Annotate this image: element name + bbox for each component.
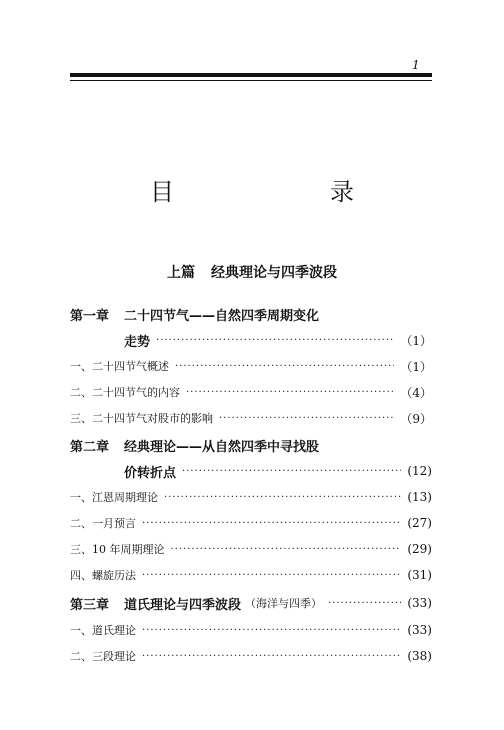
toc-chapter-1-cont[interactable] [70, 331, 432, 349]
page-number: 1 [412, 58, 420, 72]
header-rule-thin [70, 80, 432, 81]
page-ref: （1） [400, 359, 432, 374]
page-ref: (38) [407, 649, 432, 663]
toc-section[interactable] [70, 566, 432, 584]
section-title: 三、二十四节气对股市的影响 [70, 412, 213, 425]
page-ref: (27) [407, 516, 432, 530]
part-label: 上篇 [167, 265, 195, 281]
part-title [0, 262, 504, 282]
dot-leader [186, 387, 394, 398]
toc-section[interactable] [70, 540, 432, 558]
toc-chapter-1[interactable] [70, 305, 432, 323]
dot-leader [142, 570, 401, 581]
section-title: 三、10 年周期理论 [70, 543, 165, 556]
dot-leader [219, 413, 394, 424]
page-ref: (12) [407, 464, 432, 478]
page-ref: (33) [407, 623, 432, 637]
section-title: 一、二十四节气概述 [70, 360, 169, 373]
toc-section[interactable] [70, 383, 432, 401]
chapter-note: （海洋与四季） [245, 597, 323, 610]
page-ref: （1） [400, 333, 432, 348]
dot-leader [164, 492, 401, 503]
toc-title: 目 录 [150, 178, 390, 206]
dot-leader [175, 361, 394, 372]
header-rule-thick [70, 73, 432, 77]
section-title: 一、江恩周期理论 [70, 491, 158, 504]
section-title: 二、一月预言 [70, 517, 136, 530]
chapter-number: 第一章 [70, 308, 110, 324]
dot-leader [182, 466, 401, 477]
toc-section[interactable] [70, 514, 432, 532]
toc-section[interactable] [70, 488, 432, 506]
part-name: 经典理论与四季波段 [211, 265, 337, 281]
page-ref: (31) [407, 568, 432, 582]
toc-chapter-2[interactable] [70, 436, 432, 454]
chapter-number: 第三章 [70, 597, 110, 613]
chapter-number: 第二章 [70, 439, 110, 455]
section-title: 一、道氏理论 [70, 624, 136, 637]
dot-leader [142, 651, 401, 662]
page-ref: (13) [407, 490, 432, 504]
page-ref: （4） [400, 385, 432, 400]
dot-leader [142, 625, 401, 636]
dot-leader [328, 598, 401, 609]
toc-section[interactable] [70, 647, 432, 665]
toc-section[interactable] [70, 357, 432, 375]
chapter-title: 道氏理论与四季波段 [124, 597, 242, 613]
section-title: 二、三段理论 [70, 650, 136, 663]
dot-leader [171, 544, 402, 555]
section-title: 四、螺旋历法 [70, 569, 136, 582]
chapter-title-continuation: 价转折点 [124, 465, 177, 481]
dot-leader [156, 335, 394, 346]
chapter-title: 经典理论——从自然四季中寻找股 [124, 439, 320, 455]
toc-chapter-3[interactable] [70, 594, 432, 612]
chapter-title: 二十四节气——自然四季周期变化 [124, 308, 320, 324]
page-ref: (29) [407, 542, 432, 556]
page-ref: （9） [400, 411, 432, 426]
chapter-title-continuation: 走势 [124, 334, 151, 350]
toc-section[interactable] [70, 621, 432, 639]
page-ref: (33) [407, 596, 432, 610]
toc-section[interactable] [70, 409, 432, 427]
dot-leader [142, 518, 401, 529]
section-title: 二、二十四节气的内容 [70, 386, 180, 399]
toc-chapter-2-cont[interactable] [70, 462, 432, 480]
